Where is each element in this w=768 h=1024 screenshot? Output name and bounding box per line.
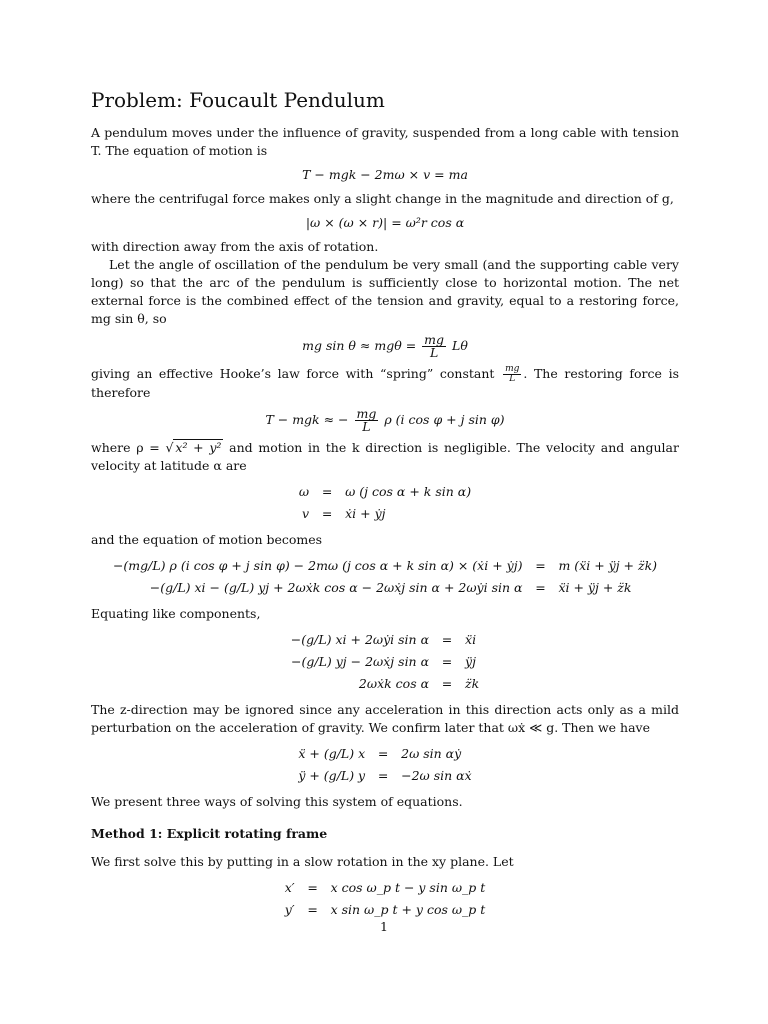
paragraph-hooke-text-a: giving an effective Hooke’s law force with “spring” constant: [91, 366, 495, 381]
fraction-mg-over-l: [355, 408, 379, 433]
paragraph-rho-text-b: and motion in the k direction is negligible. The velocity and angular velocity at latitude α are: [91, 440, 679, 473]
equation-lhs: −(g/L) xi − (g/L) yj + 2ωẋk cos α − 2ωẋj sin α + 2ωẏi sin α: [149, 580, 523, 595]
fraction-numerator: mg: [424, 332, 445, 347]
fraction-denominator: L: [362, 419, 371, 434]
fraction-numerator: mg: [505, 364, 520, 374]
paragraph-intro: A pendulum moves under the influence of gravity, suspended from a long cable with tension T. The equation of motion is: [91, 125, 679, 158]
equation-restoring-force-left: T − mgk ≈ −: [265, 412, 349, 427]
equation-row: [281, 877, 490, 899]
paragraph-hooke-text-b: . The restoring force is therefore: [91, 366, 679, 400]
equation-restoring-force-right: ρ (i cos φ + j sin φ): [384, 412, 505, 427]
equation-sign: =: [307, 902, 318, 917]
equation-lhs: x′: [284, 880, 295, 895]
equation-restoring-left: mg sin θ ≈ mgθ =: [302, 338, 417, 353]
equation-lhs: −(g/L) yj − 2ωẋj sin α: [291, 654, 430, 669]
paragraph-rho-text-a: where ρ =: [91, 440, 160, 455]
equation-rhs: z̈k: [465, 676, 480, 691]
paragraph-direction: with direction away from the axis of rotation.: [91, 239, 379, 254]
equation-row: [287, 629, 483, 651]
equation-lhs: −(mg/L) ρ (i cos φ + j sin φ) − 2mω (j cos α + k sin α) × (ẋi + ẏj): [112, 558, 523, 573]
equation-lhs: ÿ + (g/L) y: [298, 768, 366, 783]
paragraph-z-direction: The z-direction may be ignored since any acceleration in this direction acts only as a mild perturbation on the acceleration of gravity. We confirm later that ωẋ ≪ g. Then we have: [91, 702, 679, 735]
equation-restoring-force: [91, 408, 679, 433]
equation-rhs: ẋi + ẏj: [345, 506, 386, 521]
equation-row: [295, 503, 475, 525]
page-title: Problem: Foucault Pendulum: [91, 88, 385, 112]
equation-rhs: x sin ω_p t + y cos ω_p t: [330, 902, 486, 917]
equation-rotation-block: [281, 877, 490, 921]
equation-motion-block: [109, 555, 661, 599]
page-number: 1: [380, 919, 388, 934]
equation-restoring-right: Lθ: [452, 338, 468, 353]
fraction-denominator: L: [509, 374, 516, 384]
equation-reduced-block: [294, 743, 475, 787]
fraction-denominator: L: [429, 345, 439, 360]
equation-row: [109, 555, 661, 577]
equation-rhs: 2ω sin αẏ: [401, 746, 462, 761]
equation-components-block: [287, 629, 483, 695]
equation-sign: =: [377, 768, 389, 783]
paragraph-small-angle: Let the angle of oscillation of the pendulum be very small (and the supporting cable very long) so that the arc of the pendulum is sufficiently close to horizontal motion. The net external force is the combined effect of the tension and gravity, equal to a restoring force, mg sin θ, so: [91, 257, 679, 326]
equation-row: [295, 481, 475, 503]
equation-motion: T − mgk − 2mω × v = ma: [302, 167, 468, 182]
equation-lhs: y′: [284, 902, 295, 917]
equation-restoring: [91, 334, 679, 359]
equation-row: [294, 743, 475, 765]
section-heading-method-1: Method 1: Explicit rotating frame: [91, 826, 328, 841]
fraction-spring-constant: [503, 365, 521, 384]
equation-row: [287, 651, 483, 673]
paragraph-centrifugal: where the centrifugal force makes only a slight change in the magnitude and direction of g,: [91, 191, 674, 206]
equation-lhs: −(g/L) xi + 2ωẏi sin α: [290, 632, 430, 647]
paragraph-rho: where ρ = √ x² + y² and motion in the k direction is negligible. The velocity and angular velocity at latitude α are: [91, 440, 679, 473]
equation-sign: =: [441, 654, 453, 669]
equation-lhs: v: [302, 506, 310, 521]
paragraph-hooke: [91, 365, 679, 402]
equation-centrifugal: |ω × (ω × r)| = ω²r cos α: [305, 215, 465, 230]
equation-sign: =: [441, 632, 453, 647]
equation-velocity-block: [295, 481, 475, 525]
equation-lhs: ω: [298, 484, 310, 499]
fraction-numerator: mg: [356, 406, 377, 421]
equation-sign: =: [321, 506, 333, 521]
equation-row: [109, 577, 661, 599]
equation-sign: =: [535, 558, 546, 573]
sqrt-expression: x² + y²: [175, 440, 222, 455]
equation-rhs: x cos ω_p t − y sin ω_p t: [330, 880, 486, 895]
fraction-mg-over-l: [422, 334, 446, 359]
equation-rhs: ẍi + ÿj + z̈k: [558, 580, 632, 595]
equation-rhs: m (ẍi + ÿj + z̈k): [558, 558, 658, 573]
paragraph-rotation: We first solve this by putting in a slow rotation in the xy plane. Let: [91, 854, 514, 869]
equation-sign: =: [535, 580, 546, 595]
equation-sign: =: [307, 880, 318, 895]
paragraph-three-ways: We present three ways of solving this system of equations.: [91, 794, 463, 809]
paragraph-equation-becomes: and the equation of motion becomes: [91, 532, 323, 547]
equation-row: [294, 765, 475, 787]
equation-rhs: ẍi: [465, 632, 477, 647]
equation-rhs: ÿj: [465, 654, 476, 669]
page-body: [91, 86, 679, 927]
equation-rhs: ω (j cos α + k sin α): [345, 484, 472, 499]
equation-sign: =: [321, 484, 333, 499]
equation-lhs: ẍ + (g/L) x: [298, 746, 366, 761]
equation-lhs: 2ωẋk cos α: [358, 676, 430, 691]
equation-sign: =: [377, 746, 389, 761]
equation-row: [287, 673, 483, 695]
paragraph-equating: Equating like components,: [91, 606, 261, 621]
equation-sign: =: [441, 676, 453, 691]
equation-rhs: −2ω sin αẋ: [401, 768, 472, 783]
